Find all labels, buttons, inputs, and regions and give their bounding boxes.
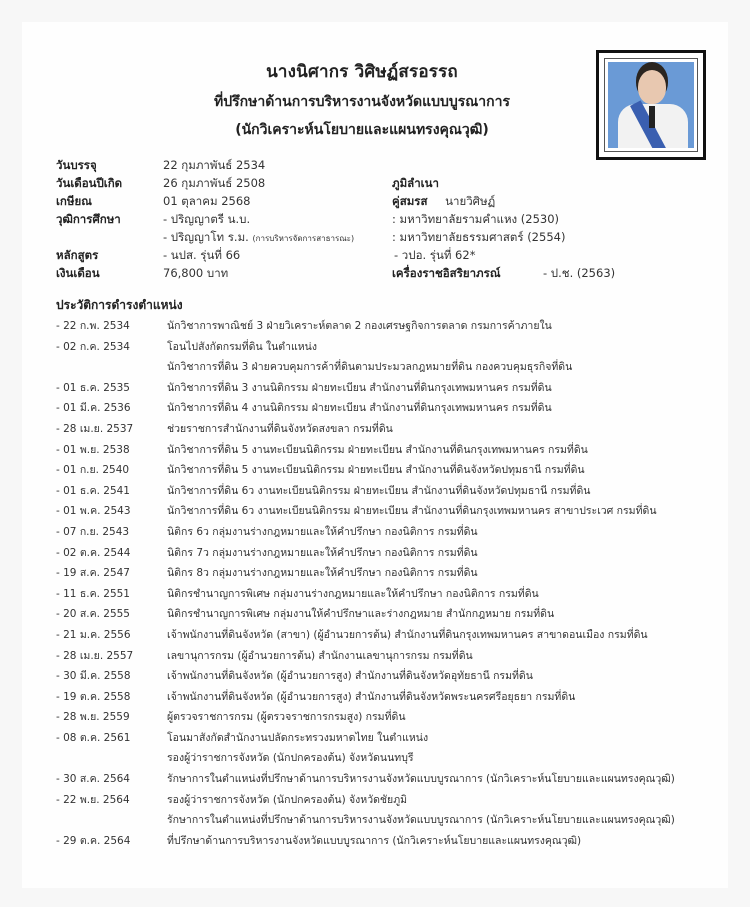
history-row: [56, 584, 675, 605]
history-date: - 30 ส.ค. 2564: [56, 773, 130, 786]
course-2: - วปอ. รุ่นที่ 62*: [394, 248, 476, 262]
history-position: นิติกร 6ว กลุ่มงานร่างกฎหมายและให้คำปรึกษา กองนิติการ กรมที่ดิน: [167, 525, 478, 538]
history-row: [56, 625, 675, 646]
history-position: นักวิชาการที่ดิน 3 ฝ่ายควบคุมการค้าที่ดินตามประมวลกฎหมายที่ดิน กองควบคุมธุรกิจที่ดิน: [167, 361, 573, 374]
history-date: - 28 เม.ย. 2537: [56, 422, 134, 435]
history-date: - 30 มี.ค. 2558: [56, 670, 131, 683]
history-row: [56, 522, 675, 543]
history-position: นิติกรชำนาญการพิเศษ กลุ่มงานให้คำปรึกษาและร่างกฎหมาย สำนักกฎหมาย กรมที่ดิน: [167, 608, 555, 621]
history-row: [56, 440, 675, 461]
salary-label: เงินเดือน: [56, 266, 100, 280]
person-name: นางนิศากร วิศิษฏ์สรอรรถ: [266, 62, 458, 82]
history-date: - 21 ม.ค. 2556: [56, 628, 131, 641]
history-date: - 01 พ.ค. 2543: [56, 505, 131, 518]
history-date: - 28 พ.ย. 2559: [56, 711, 130, 724]
portrait-photo: [608, 62, 694, 148]
history-date: - 28 เม.ย. 2557: [56, 649, 134, 662]
history-row: [56, 378, 675, 399]
history-row: [56, 337, 675, 358]
education-degree-2: - ปริญญาโท ร.ม.: [163, 230, 249, 244]
history-position: นักวิชาการที่ดิน 6ว งานทะเบียนนิติกรรม ฝ่ายทะเบียน สำนักงานที่ดินจังหวัดปทุมธานี กรมที่ดิน: [167, 484, 591, 497]
history-date: - 07 ก.ย. 2543: [56, 525, 130, 538]
history-date: [56, 357, 167, 378]
birth-date-value: 26 กุมภาพันธ์ 2508: [163, 176, 266, 190]
history-row: [56, 460, 675, 481]
history-position: ช่วยราชการสำนักงานที่ดินจังหวัดสงขลา กรมที่ดิน: [167, 422, 393, 435]
salary-value: 76,800 บาท: [163, 266, 229, 280]
hometown-label: ภูมิลำเนา: [392, 176, 439, 190]
retirement-value: 01 ตุลาคม 2568: [163, 194, 251, 208]
history-date: - 19 ส.ค. 2547: [56, 567, 130, 580]
history-row: [56, 563, 675, 584]
history-position: นักวิชาการที่ดิน 6ว งานทะเบียนนิติกรรม ฝ่ายทะเบียน สำนักงานที่ดินกรุงเทพมหานคร สาขาประเวศ กรมที่ดิน: [167, 505, 657, 518]
history-date: - 11 ธ.ค. 2551: [56, 587, 130, 600]
history-position: นักวิชาการที่ดิน 5 งานทะเบียนนิติกรรม ฝ่ายทะเบียน สำนักงานที่ดินกรุงเทพมหานคร กรมที่ดิน: [167, 443, 588, 456]
education-degree-2-note: (การบริหารจัดการสาธารณะ): [252, 234, 355, 243]
history-row: [56, 728, 675, 749]
history-date: - 22 ก.พ. 2534: [56, 320, 130, 332]
history-position: ที่ปรึกษาด้านการบริหารงานจังหวัดแบบบูรณาการ (นักวิเคราะห์นโยบายและแผนทรงคุณวุฒิ): [167, 834, 582, 847]
history-position: นิติกร 7ว กลุ่มงานร่างกฎหมายและให้คำปรึกษา กองนิติการ กรมที่ดิน: [167, 546, 478, 559]
education-degree-1: - ปริญญาตรี น.บ.: [163, 212, 251, 226]
history-date: - 02 ต.ค. 2544: [56, 546, 131, 559]
history-position: เลขานุการกรม (ผู้อำนวยการต้น) สำนักงานเลขานุการกรม กรมที่ดิน: [167, 649, 473, 662]
history-row: [56, 831, 675, 852]
history-position: รองผู้ว่าราชการจังหวัด (นักปกครองต้น) จังหวัดนนทบุรี: [167, 752, 414, 765]
decoration-label: เครื่องราชอิสริยาภรณ์: [392, 266, 501, 280]
portrait-frame: [596, 50, 706, 160]
history-row: [56, 357, 675, 378]
history-position: รักษาการในตำแหน่งที่ปรึกษาด้านการบริหารงานจังหวัดแบบบูรณาการ (นักวิเคราะห์นโยบายและแผนทรงคุณวุฒิ): [167, 773, 675, 786]
history-row: [56, 769, 675, 790]
history-date: - 29 ต.ค. 2564: [56, 834, 131, 847]
history-row: [56, 748, 675, 769]
history-position: เจ้าพนักงานที่ดินจังหวัด (ผู้อำนวยการสูง) สำนักงานที่ดินจังหวัดพระนครศรีอยุธยา กรมที่ดิน: [167, 690, 576, 703]
history-date: - 08 ต.ค. 2561: [56, 731, 131, 744]
history-date: - 22 พ.ย. 2564: [56, 793, 130, 806]
history-date: - 01 ธ.ค. 2535: [56, 381, 130, 394]
history-position: นิติกร 8ว กลุ่มงานร่างกฎหมายและให้คำปรึกษา กองนิติการ กรมที่ดิน: [167, 567, 478, 580]
history-position: โอนไปสังกัดกรมที่ดิน ในตำแหน่ง: [167, 340, 317, 353]
career-history: [56, 316, 675, 851]
history-row: [56, 666, 675, 687]
course-1: - นปส. รุ่นที่ 66: [163, 248, 241, 262]
history-position: นักวิชาการที่ดิน 5 งานทะเบียนนิติกรรม ฝ่ายทะเบียน สำนักงานที่ดินจังหวัดปทุมธานี กรมที่ดิน: [167, 464, 585, 477]
history-date: - 01 ก.ย. 2540: [56, 464, 130, 477]
courses-label: หลักสูตร: [56, 248, 99, 262]
education-institution-2: : มหาวิทยาลัยธรรมศาสตร์ (2554): [392, 230, 566, 244]
history-row: [56, 604, 675, 625]
history-row: [56, 790, 675, 811]
history-date: - 02 ก.ค. 2534: [56, 340, 130, 353]
education-institution-1: : มหาวิทยาลัยรามคำแหง (2530): [392, 212, 560, 226]
history-title: ประวัติการดำรงตำแหน่ง: [56, 298, 183, 312]
history-row: [56, 707, 675, 728]
education-label: วุฒิการศึกษา: [56, 212, 121, 226]
spouse-value: นายวิศิษฏ์: [445, 194, 496, 208]
position-title: ที่ปรึกษาด้านการบริหารงานจังหวัดแบบบูรณาการ: [214, 94, 510, 110]
history-row: [56, 646, 675, 667]
history-row: [56, 316, 675, 337]
history-date: - 20 ส.ค. 2555: [56, 608, 130, 621]
history-position: เจ้าพนักงานที่ดินจังหวัด (ผู้อำนวยการสูง) สำนักงานที่ดินจังหวัดอุทัยธานี กรมที่ดิน: [167, 670, 533, 683]
history-date: - 19 ต.ค. 2558: [56, 690, 131, 703]
history-position: โอนมาสังกัดสำนักงานปลัดกระทรวงมหาดไทย ในตำแหน่ง: [167, 731, 429, 744]
history-date: - 01 พ.ย. 2538: [56, 443, 130, 456]
profile-document: [22, 22, 728, 888]
history-row: [56, 501, 675, 522]
history-row: [56, 810, 675, 831]
history-position: นักวิชาการที่ดิน 3 งานนิติกรรม ฝ่ายทะเบียน สำนักงานที่ดินกรุงเทพมหานคร กรมที่ดิน: [167, 381, 552, 394]
history-position: รองผู้ว่าราชการจังหวัด (นักปกครองต้น) จังหวัดชัยภูมิ: [167, 793, 408, 806]
spouse-label: คู่สมรส: [392, 194, 428, 208]
history-position: นักวิชาการที่ดิน 4 งานนิติกรรม ฝ่ายทะเบียน สำนักงานที่ดินกรุงเทพมหานคร กรมที่ดิน: [167, 402, 552, 415]
history-row: [56, 398, 675, 419]
history-date: [56, 748, 167, 769]
decoration-value: - ป.ช. (2563): [543, 266, 616, 280]
retirement-label: เกษียณ: [56, 194, 92, 208]
history-date: [56, 810, 167, 831]
history-position: รักษาการในตำแหน่งที่ปรึกษาด้านการบริหารงานจังหวัดแบบบูรณาการ (นักวิเคราะห์นโยบายและแผนทรงคุณวุฒิ): [167, 814, 675, 827]
start-date-label: วันบรรจุ: [56, 158, 97, 172]
history-row: [56, 419, 675, 440]
history-row: [56, 687, 675, 708]
history-date: - 01 มี.ค. 2536: [56, 402, 131, 415]
history-position: เจ้าพนักงานที่ดินจังหวัด (สาขา) (ผู้อำนวยการต้น) สำนักงานที่ดินกรุงเทพมหานคร สาขาดอนเมือง กรมที่ดิน: [167, 628, 648, 641]
history-row: [56, 481, 675, 502]
document-header: [22, 58, 642, 141]
history-position: ผู้ตรวจราชการกรม (ผู้ตรวจราชการกรมสูง) กรมที่ดิน: [167, 711, 406, 724]
birth-date-label: วันเดือนปีเกิด: [56, 176, 123, 190]
history-date: - 01 ธ.ค. 2541: [56, 484, 130, 497]
history-row: [56, 543, 675, 564]
history-position: นิติกรชำนาญการพิเศษ กลุ่มงานร่างกฎหมายและให้คำปรึกษา กองนิติการ กรมที่ดิน: [167, 587, 539, 600]
start-date-value: 22 กุมภาพันธ์ 2534: [163, 158, 266, 172]
position-subtitle: (นักวิเคราะห์นโยบายและแผนทรงคุณวุฒิ): [235, 122, 489, 138]
history-position: นักวิชาการพาณิชย์ 3 ฝ่ายวิเคราะห์ตลาด 2 กองเศรษฐกิจการตลาด กรมการค้าภายใน: [167, 320, 552, 332]
